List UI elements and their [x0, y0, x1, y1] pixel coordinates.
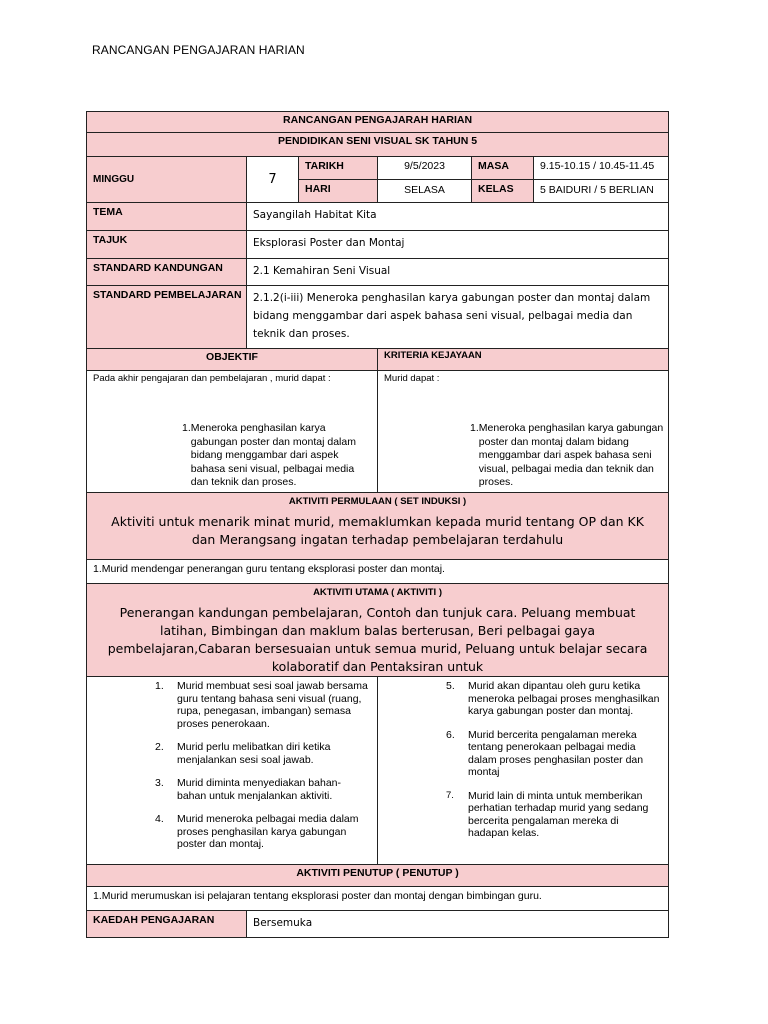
list-number: 6. [446, 728, 455, 741]
lesson-plan-table [86, 111, 669, 938]
subject-header: PENDIDIKAN SENI VISUAL SK TAHUN 5 [87, 133, 669, 157]
kriteria-list [430, 422, 682, 490]
list-item [470, 422, 682, 490]
tajuk-value: Eksplorasi Poster dan Montaj [247, 231, 669, 259]
list-text: Murid diminta menyediakan bahan-bahan untuk menjalankan aktiviti. [177, 777, 342, 802]
list-number: 1. [182, 422, 191, 434]
list-text: Murid lain di minta untuk memberikan perhatian terhadap murid yang sedang bercerita pengalaman mereka di hadapan kelas. [468, 789, 649, 839]
tarikh-label: TARIKH [299, 157, 378, 180]
list-number: 1. [155, 680, 164, 692]
utama-section [87, 584, 669, 677]
kelas-label: KELAS [472, 180, 534, 203]
standard-kandungan-label: STANDARD KANDUNGAN [87, 259, 247, 286]
permulaan-banner: Aktiviti untuk menarik minat murid, memaklumkan kepada murid tentang OP dan KK dan Merangsang ingatan terhadap pembelajaran terdahulu [111, 514, 644, 547]
utama-banner: Penerangan kandungan pembelajaran, Contoh dan tunjuk cara. Peluang membuat latihan, Bimbingan dan maklum balas berterusan, Beri pelbagai gaya pembelajaran,Cabaran bersesuaian untuk semua murid, Peluang untuk belajar secara kolaboratif dan Pentaksiran untuk [107, 605, 648, 674]
tarikh-value: 9/5/2023 [378, 157, 472, 180]
utama-right-list [406, 680, 660, 840]
utama-right-cell [378, 677, 669, 865]
standard-pembelajaran-value: 2.1.2(i-iii) Meneroka penghasilan karya gabungan poster dan montaj dalam bidang menggambar dari aspek bahasa seni visual, pelbagai media dan teknik dan proses. [247, 286, 669, 349]
objektif-list [142, 422, 362, 490]
tema-label: TEMA [87, 203, 247, 231]
list-item [155, 813, 369, 851]
permulaan-section [87, 493, 669, 560]
list-number: 7. [446, 789, 454, 801]
list-text: Murid membuat sesi soal jawab bersama guru tentang bahasa seni visual (ruang, rupa, penegasan, imbangan) semasa proses penerokaan. [177, 680, 368, 730]
hari-label: HARI [299, 180, 378, 203]
list-number: 1. [470, 422, 479, 434]
kaedah-value: Bersemuka [247, 911, 669, 938]
list-text: Murid akan dipantau oleh guru ketika meneroka pelbagai proses menghasilkan karya gabungan poster dan montaj. [468, 680, 660, 717]
list-item [446, 729, 660, 779]
minggu-value: 7 [247, 157, 299, 203]
minggu-label: MINGGU [87, 157, 247, 203]
utama-left-list [115, 680, 369, 851]
list-item [182, 422, 362, 490]
standard-pembelajaran-label: STANDARD PEMBELAJARAN [87, 286, 247, 349]
list-number: 5. [446, 680, 455, 692]
list-item [446, 680, 660, 718]
list-text: Murid bercerita pengalaman mereka tentang penerokaan pelbagai media dalam proses penghasilan poster dan montaj [468, 728, 644, 778]
kelas-value: 5 BAIDURI / 5 BERLIAN [534, 180, 669, 203]
objektif-intro: Pada akhir pengajaran dan pembelajaran , murid dapat : [93, 373, 331, 384]
penutup-header: AKTIVITI PENUTUP ( PENUTUP ) [87, 865, 669, 887]
list-item [155, 777, 369, 802]
objektif-header: OBJEKTIF [87, 349, 378, 371]
page-title: RANCANGAN PENGAJARAN HARIAN [92, 43, 305, 57]
masa-value: 9.15-10.15 / 10.45-11.45 [534, 157, 669, 180]
objektif-cell [87, 371, 378, 493]
list-text: Murid perlu melibatkan diri ketika menjalankan sesi soal jawab. [177, 741, 331, 766]
list-text: Meneroka penghasilan karya gabungan poster dan montaj dalam bidang menggambar dari aspek bahasa seni visual, pelbagai media dan teknik dan proses. [478, 422, 664, 488]
kriteria-header: KRITERIA KEJAYAAN [378, 349, 669, 371]
list-item [446, 790, 660, 840]
list-item [155, 741, 369, 766]
kaedah-label: KAEDAH PENGAJARAN [87, 911, 247, 938]
tajuk-label: TAJUK [87, 231, 247, 259]
permulaan-text: 1.Murid mendengar penerangan guru tentang eksplorasi poster dan montaj. [87, 560, 669, 584]
list-text: Murid meneroka pelbagai media dalam proses penghasilan karya gabungan poster dan montaj. [177, 813, 359, 850]
utama-header: AKTIVITI UTAMA ( AKTIVITI ) [313, 587, 442, 598]
utama-left-cell [87, 677, 378, 865]
hari-value: SELASA [378, 180, 472, 203]
list-number: 4. [155, 813, 164, 825]
masa-label: MASA [472, 157, 534, 180]
kriteria-cell [378, 371, 669, 493]
tema-value: Sayangilah Habitat Kita [247, 203, 669, 231]
standard-kandungan-value: 2.1 Kemahiran Seni Visual [247, 259, 669, 286]
list-item [155, 680, 369, 730]
permulaan-header: AKTIVITI PERMULAAN ( SET INDUKSI ) [288, 496, 467, 507]
list-number: 2. [155, 741, 164, 753]
list-text: Meneroka penghasilan karya gabungan poster dan montaj dalam bidang menggambar dari aspek bahasa seni visual, pelbagai media dan teknik dan proses. [190, 422, 356, 488]
penutup-text: 1.Murid merumuskan isi pelajaran tentang eksplorasi poster dan montaj dengan bimbingan guru. [87, 887, 669, 911]
table-title: RANCANGAN PENGAJARAH HARIAN [87, 112, 669, 133]
list-number: 3. [155, 777, 164, 789]
kriteria-intro: Murid dapat : [384, 373, 440, 384]
